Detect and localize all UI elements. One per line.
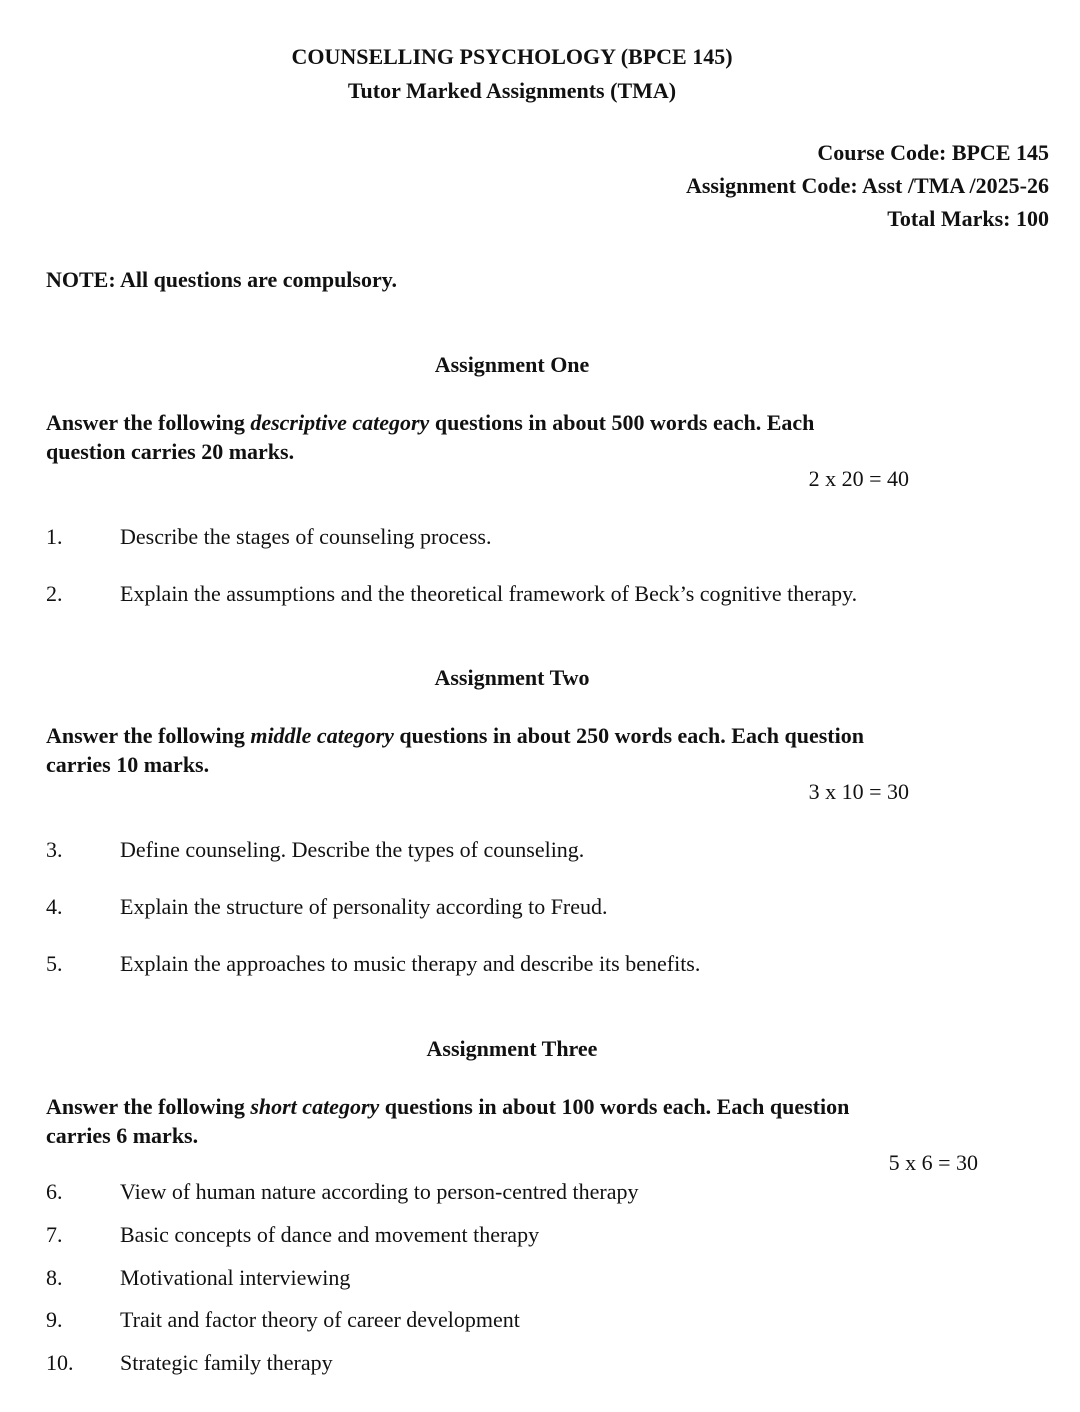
instruction-text: questions in about 250 words each. Each question [393, 723, 864, 748]
question-text: View of human nature according to person-centred therapy [120, 1179, 639, 1204]
instruction-category: middle category [250, 723, 394, 748]
instruction-text: carries 10 marks. [46, 752, 210, 777]
instruction-text: Answer the following [46, 1094, 251, 1119]
question-text: Explain the approaches to music therapy and describe its benefits. [120, 951, 701, 976]
total-marks: Total Marks: 100 [887, 206, 1049, 231]
instruction-text: questions in about 100 words each. Each question [379, 1094, 850, 1119]
instruction-text: question carries 20 marks. [46, 439, 295, 464]
question-number: 7. [46, 1222, 63, 1247]
document-subtitle: Tutor Marked Assignments (TMA) [347, 78, 677, 103]
instruction-text: Answer the following [46, 410, 251, 435]
assignment-one-marks: 2 x 20 = 40 [808, 466, 909, 491]
instruction-category: short category [250, 1094, 380, 1119]
question-number: 5. [46, 951, 63, 976]
assignment-three-heading: Assignment Three [426, 1036, 598, 1061]
note: NOTE: All questions are compulsory. [46, 267, 398, 292]
question-number: 4. [46, 894, 63, 919]
instruction-category: descriptive category [250, 410, 430, 435]
assignment-two-heading: Assignment Two [434, 665, 590, 690]
question-number: 3. [46, 837, 63, 862]
question-number: 6. [46, 1179, 63, 1204]
question-number: 10. [46, 1350, 74, 1375]
question-number: 9. [46, 1307, 63, 1332]
assignment-code: Assignment Code: Asst /TMA /2025-26 [685, 173, 1049, 198]
assignment-one-heading: Assignment One [434, 352, 590, 377]
assignment-one-instructions [46, 408, 1006, 466]
assignment-two-marks: 3 x 10 = 30 [808, 779, 909, 804]
question-number: 2. [46, 581, 63, 606]
question-text: Strategic family therapy [120, 1350, 333, 1375]
question-text: Basic concepts of dance and movement therapy [120, 1222, 540, 1247]
question-text: Explain the structure of personality according to Freud. [120, 894, 608, 919]
assignment-three-marks: 5 x 6 = 30 [888, 1150, 978, 1175]
assignment-two-instructions [46, 721, 1046, 779]
instruction-text: Answer the following [46, 723, 251, 748]
assignment-three-instructions [46, 1092, 1046, 1150]
question-text: Trait and factor theory of career development [120, 1307, 520, 1332]
instruction-text: questions in about 500 words each. Each [429, 410, 815, 435]
question-text: Motivational interviewing [120, 1265, 351, 1290]
question-number: 1. [46, 524, 63, 549]
course-code: Course Code: BPCE 145 [817, 140, 1049, 165]
question-text: Describe the stages of counseling process. [120, 524, 492, 549]
question-number: 8. [46, 1265, 63, 1290]
question-text: Explain the assumptions and the theoretical framework of Beck’s cognitive therapy. [120, 581, 858, 606]
instruction-text: carries 6 marks. [46, 1123, 199, 1148]
document-title: COUNSELLING PSYCHOLOGY (BPCE 145) [291, 44, 733, 69]
question-text: Define counseling. Describe the types of counseling. [120, 837, 585, 862]
